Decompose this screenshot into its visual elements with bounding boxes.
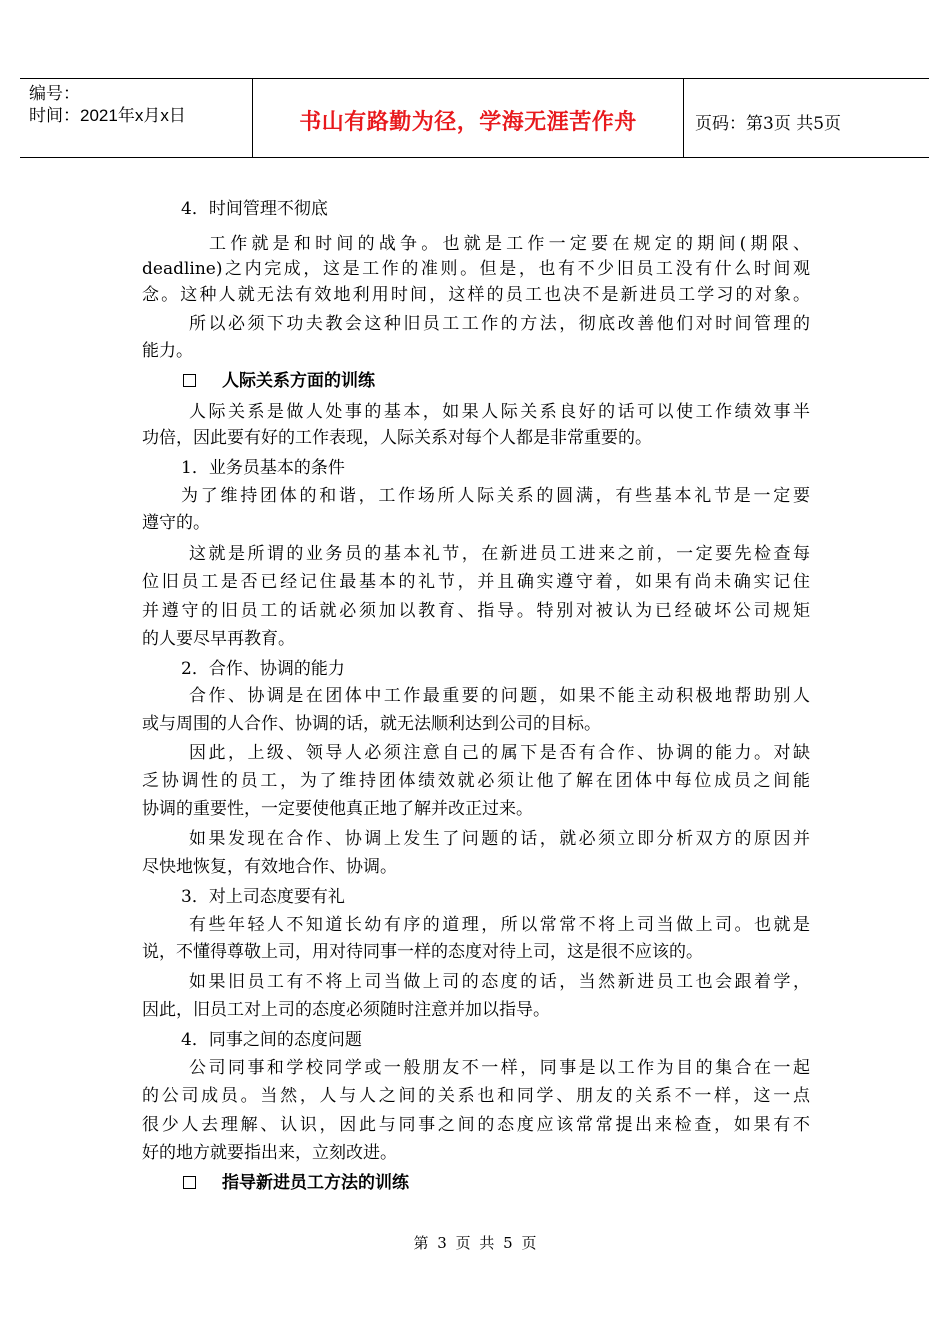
checkbox-square-icon — [183, 374, 196, 387]
paragraph-line: 并遵守的旧员工的话就必须加以教育、指导。特别对被认为已经破坏公司规矩 — [142, 601, 810, 621]
paragraph-line: 的人要尽早再教育。 — [142, 629, 295, 649]
paragraph-line: 很少人去理解、认识，因此与同事之间的态度应该常常提出来检查，如果有不 — [142, 1115, 810, 1135]
header-motto-cell — [253, 79, 684, 157]
header-meta-cell — [20, 79, 253, 157]
document-number-label: 编号： — [29, 84, 80, 103]
paragraph-line: 的公司成员。当然，人与人之间的关系也和同学、朋友的关系不一样，这一点 — [142, 1086, 810, 1106]
paragraph-line: 如果发现在合作、协调上发生了问题的话，就必须立即分析双方的原因并 — [189, 829, 810, 849]
paragraph-line: 所以必须下功夫教会这种旧员工工作的方法，彻底改善他们对时间管理的 — [189, 314, 810, 334]
section-heading — [183, 1172, 409, 1194]
paragraph-line: 能力。 — [142, 341, 193, 361]
paragraph-line: 或与周围的人合作、协调的话，就无法顺利达到公司的目标。 — [142, 714, 601, 734]
paragraph-line: 乏协调性的员工，为了维持团体绩效就必须让他了解在团体中每位成员之间能 — [142, 771, 810, 791]
paragraph-line: 公司同事和学校同学或一般朋友不一样，同事是以工作为目的集合在一起 — [189, 1058, 810, 1078]
paragraph-line: 这就是所谓的业务员的基本礼节，在新进员工进来之前，一定要先检查每 — [189, 544, 810, 564]
paragraph-line: 说，不懂得尊敬上司，用对待同事一样的态度对待上司，这是很不应该的。 — [142, 942, 703, 962]
paragraph-line: 因此，旧员工对上司的态度必须随时注意并加以指导。 — [142, 1000, 550, 1020]
paragraph-line: 为了维持团体的和谐，工作场所人际关系的圆满，有些基本礼节是一定要 — [181, 486, 810, 506]
paragraph-line: 念。这种人就无法有效地利用时间，这样的员工也决不是新进员工学习的对象。 — [142, 285, 810, 305]
document-time-label: 时间：2021年x月x日 — [29, 106, 186, 125]
header-motto: 书山有路勤为径，学海无涯苦作舟 — [299, 110, 637, 135]
subheading: 1．业务员基本的条件 — [181, 458, 345, 478]
paragraph-line: deadline)之内完成，这是工作的准则。但是，也有不少旧员工没有什么时间观 — [142, 259, 810, 279]
paragraph-line: 协调的重要性，一定要使他真正地了解并改正过来。 — [142, 799, 533, 819]
paragraph-line: 工作就是和时间的战争。也就是工作一定要在规定的期间(期限、 — [209, 234, 810, 254]
paragraph-line: 功倍，因此要有好的工作表现，人际关系对每个人都是非常重要的。 — [142, 428, 652, 448]
header-page-number: 页码：第3页 共5页 — [695, 114, 842, 134]
paragraph-line: 位旧员工是否已经记住最基本的礼节，并且确实遵守着，如果有尚未确实记住 — [142, 572, 810, 592]
page-footer: 第 3 页 共 5 页 — [413, 1234, 537, 1252]
subheading: 4．同事之间的态度问题 — [181, 1030, 362, 1050]
paragraph-line: 如果旧员工有不将上司当做上司的态度的话，当然新进员工也会跟着学， — [189, 972, 810, 992]
paragraph-line: 因此，上级、领导人必须注意自己的属下是否有合作、协调的能力。对缺 — [189, 743, 810, 763]
paragraph-line: 人际关系是做人处事的基本，如果人际关系良好的话可以使工作绩效事半 — [189, 402, 810, 422]
document-header — [20, 78, 929, 158]
paragraph-line: 有些年轻人不知道长幼有序的道理，所以常常不将上司当做上司。也就是 — [189, 915, 810, 935]
paragraph-line: 合作、协调是在团体中工作最重要的问题，如果不能主动积极地帮助别人 — [189, 686, 810, 706]
paragraph-line: 遵守的。 — [142, 513, 210, 533]
paragraph-line: 好的地方就要指出来，立刻改进。 — [142, 1143, 397, 1163]
section-heading — [183, 370, 375, 392]
subheading: 4．时间管理不彻底 — [181, 199, 328, 219]
checkbox-square-icon — [183, 1176, 196, 1189]
section-heading-text: 指导新进员工方法的训练 — [222, 1173, 409, 1193]
subheading: 2．合作、协调的能力 — [181, 659, 345, 679]
subheading: 3．对上司态度要有礼 — [181, 887, 345, 907]
section-heading-text: 人际关系方面的训练 — [222, 371, 375, 391]
paragraph-line: 尽快地恢复，有效地合作、协调。 — [142, 857, 397, 877]
header-page-cell — [684, 79, 929, 157]
